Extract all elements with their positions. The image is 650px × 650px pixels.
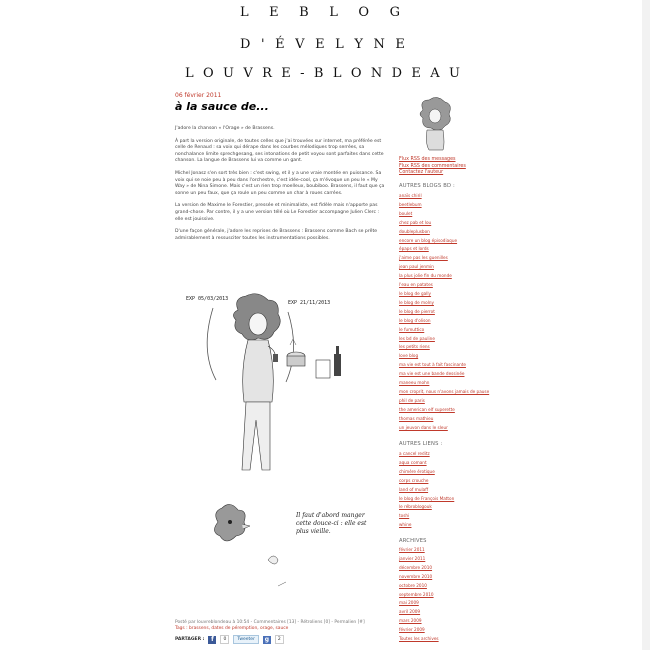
- share-label: PARTAGER :: [175, 637, 205, 642]
- arrow-arc-right: [286, 312, 294, 382]
- sidebar-blog-link[interactable]: le blog de gally: [399, 290, 432, 296]
- page-right-edge: [642, 0, 650, 650]
- sidebar-other-link[interactable]: toshi: [399, 513, 410, 519]
- drawing-label-right: EXP 21/11/2013: [288, 300, 331, 306]
- blogs-section-title: AUTRES BLOGS BD :: [399, 183, 455, 189]
- facebook-share-count: 0: [220, 635, 229, 644]
- sidebar-blog-link[interactable]: boulet: [399, 210, 413, 216]
- title-letter: B: [299, 5, 309, 20]
- title-letter: Y: [354, 37, 363, 52]
- contact-author-link[interactable]: Contactez l'auteur: [399, 170, 444, 175]
- all-archives-link[interactable]: Toutes les archives: [399, 636, 439, 642]
- sidebar-blog-link[interactable]: phil de paris: [399, 397, 425, 403]
- tweet-button[interactable]: Tweeter: [233, 635, 259, 644]
- facebook-share-button[interactable]: f: [208, 636, 216, 644]
- archive-month-link[interactable]: décembre 2010: [399, 564, 433, 570]
- title-letter: E: [411, 66, 421, 81]
- author-avatar[interactable]: [415, 96, 455, 151]
- title-letter: D: [240, 37, 251, 52]
- sidebar-other-link[interactable]: chimère érotique: [399, 468, 435, 474]
- title-letter: E: [281, 66, 291, 81]
- blog-title-line-1[interactable]: [240, 5, 400, 20]
- blog-title-line-3[interactable]: [185, 66, 460, 81]
- sidebar-blog-link[interactable]: j'aime pas les guenilles: [399, 255, 448, 261]
- sidebar-blog-link[interactable]: jean paul jenmin: [399, 264, 434, 270]
- sidebar-blog-link[interactable]: épaps et lords: [399, 246, 429, 252]
- post-footer: [175, 620, 390, 632]
- drawing-label-left: EXP 05/03/2013: [186, 296, 229, 302]
- other-links-list: [399, 450, 454, 530]
- google-plus-button[interactable]: g: [264, 636, 270, 643]
- title-letter: D: [391, 66, 403, 81]
- sidebar-blog-link[interactable]: le fumuttico: [399, 326, 425, 332]
- post-date: 06 février 2011: [175, 92, 222, 99]
- sidebar-blog-link[interactable]: l'eau en patates: [399, 282, 433, 288]
- sidebar-blog-link[interactable]: chez pab et lou: [399, 219, 432, 225]
- archive-month-link[interactable]: octobre 2010: [399, 582, 427, 588]
- arrow-arc-left: [207, 308, 216, 380]
- title-letter: E: [269, 5, 279, 20]
- title-letter: N: [370, 66, 383, 81]
- archives-list: [399, 546, 439, 644]
- title-letter: L: [240, 5, 249, 20]
- title-letter: V: [295, 37, 305, 52]
- blog-title-line-2[interactable]: [240, 37, 405, 52]
- post-title[interactable]: à la sauce de...: [175, 100, 269, 113]
- archives-section-title: ARCHIVES: [399, 538, 427, 544]
- sidebar-other-link[interactable]: le blog de François Matton: [399, 495, 455, 501]
- archive-month-link[interactable]: mai 2009: [399, 600, 419, 606]
- sidebar-blog-link[interactable]: beetlebum: [399, 201, 422, 207]
- title-letter: L: [329, 5, 338, 20]
- archive-month-link[interactable]: novembre 2010: [399, 573, 433, 579]
- sidebar-other-link[interactable]: aqua comant: [399, 459, 427, 465]
- rss-comments-link[interactable]: Flux RSS des commentaires: [399, 163, 466, 169]
- sidebar-blog-link[interactable]: les petits riens: [399, 344, 430, 350]
- share-count: 2: [275, 635, 284, 644]
- sidebar-blog-link[interactable]: the american elf superette: [399, 406, 455, 412]
- sidebar-blog-link[interactable]: love blog: [399, 353, 419, 359]
- links-section-title: AUTRES LIENS :: [399, 441, 443, 447]
- sidebar-other-link[interactable]: le rébroblogouk: [399, 504, 432, 510]
- title-letter: B: [313, 66, 324, 81]
- woman-figure: [233, 294, 280, 470]
- title-letter: L: [185, 66, 194, 81]
- sidebar-blog-link[interactable]: le blog d'olison: [399, 317, 431, 323]
- archive-month-link[interactable]: février 2011: [399, 547, 425, 552]
- archive-month-link[interactable]: septembre 2010: [399, 591, 434, 597]
- kitchen-items: [287, 339, 341, 378]
- title-letter: L: [335, 37, 344, 52]
- title-letter: V: [243, 66, 253, 81]
- sidebar-blog-link[interactable]: les bd de pauline: [399, 335, 435, 341]
- title-letter: É: [275, 37, 285, 52]
- archive-month-link[interactable]: janvier 2011: [399, 555, 426, 561]
- post-paragraph: À part la version originale, de toutes celles que j'ai trouvées sur internet, ma préférée est celle de Renaud : sa voix qui dérape dans les courbes mélodiques trop serrées, sa nonchalance limite sprechgesang, ses intonations de petit voyou sont parfaites dans cette chanson. La langue de Brassens lui va comme un gant.: [175, 138, 384, 164]
- post-paragraph: J'adore la chanson « l'Orage » de Brassens.: [175, 126, 275, 131]
- title-letter: N: [373, 37, 385, 52]
- title-letter: E: [315, 37, 325, 52]
- title-letter: R: [262, 66, 272, 81]
- sidebar-other-link[interactable]: land of mulaff: [399, 486, 429, 492]
- title-letter: L: [332, 66, 342, 81]
- sidebar-blog-link[interactable]: doubleplusbon: [399, 228, 430, 234]
- post-tags[interactable]: Tags : brassens, dates de péremption, orage, sauce: [175, 626, 289, 631]
- title-letter: O: [203, 66, 214, 81]
- sidebar-other-link[interactable]: whine: [399, 522, 412, 528]
- sidebar-blog-link[interactable]: encore un blog épisodiaque: [399, 237, 458, 243]
- post-meta[interactable]: Posté par louvreblondeau à 10:54 - Commentaires [13] - Rétroliens [0] - Permalien [#]: [175, 620, 365, 625]
- post-paragraph: D'une façon générale, j'adore les reprises de Brassens : Brassens comme Bach se prête admirablement à ressusciter toutes les instrumentations possibles.: [175, 229, 378, 241]
- title-letter: O: [350, 66, 362, 81]
- title-letter: E: [395, 37, 405, 52]
- post-body: [175, 126, 387, 248]
- blogs-list: [399, 192, 489, 432]
- title-letter: A: [430, 66, 440, 81]
- drawing-caption: Il faut d'abord manger cette douce-ci : elle est plus vieille.: [296, 512, 367, 535]
- sidebar-blog-link[interactable]: ma vie est tout à fait fascinante: [399, 362, 466, 368]
- sidebar-blog-link[interactable]: le blog de molny: [399, 299, 434, 305]
- post-paragraph: La version de Maxime le Forestier, pressée et minimaliste, est fidèle mais n'apporte pas grand-chose. Par contre, il y a une version télé où Le Forestier accompagne Julien Clerc : elle est jouissive.: [175, 203, 379, 222]
- sidebar-blog-link[interactable]: un jeuvon dans le sleur: [399, 424, 448, 430]
- sidebar-blog-link[interactable]: la plus jolie fin du monde: [399, 273, 452, 279]
- title-letter: -: [300, 66, 305, 81]
- rss-links: [399, 157, 466, 177]
- rss-messages-link[interactable]: Flux RSS des messages: [399, 157, 456, 162]
- sidebar-blog-link[interactable]: maneeu mohn: [399, 380, 430, 386]
- sidebar-blog-link[interactable]: thomas mathieu: [399, 415, 434, 421]
- sidebar-other-link[interactable]: a cancel reditz: [399, 451, 430, 456]
- sidebar-blog-link[interactable]: ma vie est une bande dessinée: [399, 371, 465, 377]
- post-drawing: [178, 290, 383, 590]
- sidebar-blog-link[interactable]: anaïs chiril: [399, 193, 422, 198]
- archive-month-link[interactable]: avril 2009: [399, 609, 421, 615]
- bird-figure: [214, 504, 278, 564]
- sidebar-blog-link[interactable]: mon croprit, nous n'avons jamais de pause: [399, 388, 490, 394]
- post-paragraph: Michel Jonasz s'en sort très bien : c'est swing, et il y a une vraie montée en puissance. Sa voix qui se noie peu à peu dans l'orchestre, c'est idée-cool, ça m'évoque un peu le « My Way » de Nina Simone. Mais c'est un rien trop moelleux, boubiboo. Brassens, il faut que ça sonne un peu faux, que ça roule un peu comme un char à roues carrées.: [175, 170, 385, 196]
- archive-month-link[interactable]: février 2009: [399, 627, 425, 633]
- archive-month-link[interactable]: mars 2009: [399, 618, 422, 624]
- share-bar: [175, 635, 284, 644]
- sidebar-blog-link[interactable]: le blog de pierrot: [399, 308, 435, 314]
- title-letter: U: [448, 66, 460, 81]
- title-letter: G: [389, 5, 400, 20]
- sidebar-other-link[interactable]: corps crouche: [399, 477, 429, 483]
- title-letter: O: [358, 5, 370, 20]
- title-letter: ': [260, 37, 265, 52]
- title-letter: U: [223, 66, 234, 81]
